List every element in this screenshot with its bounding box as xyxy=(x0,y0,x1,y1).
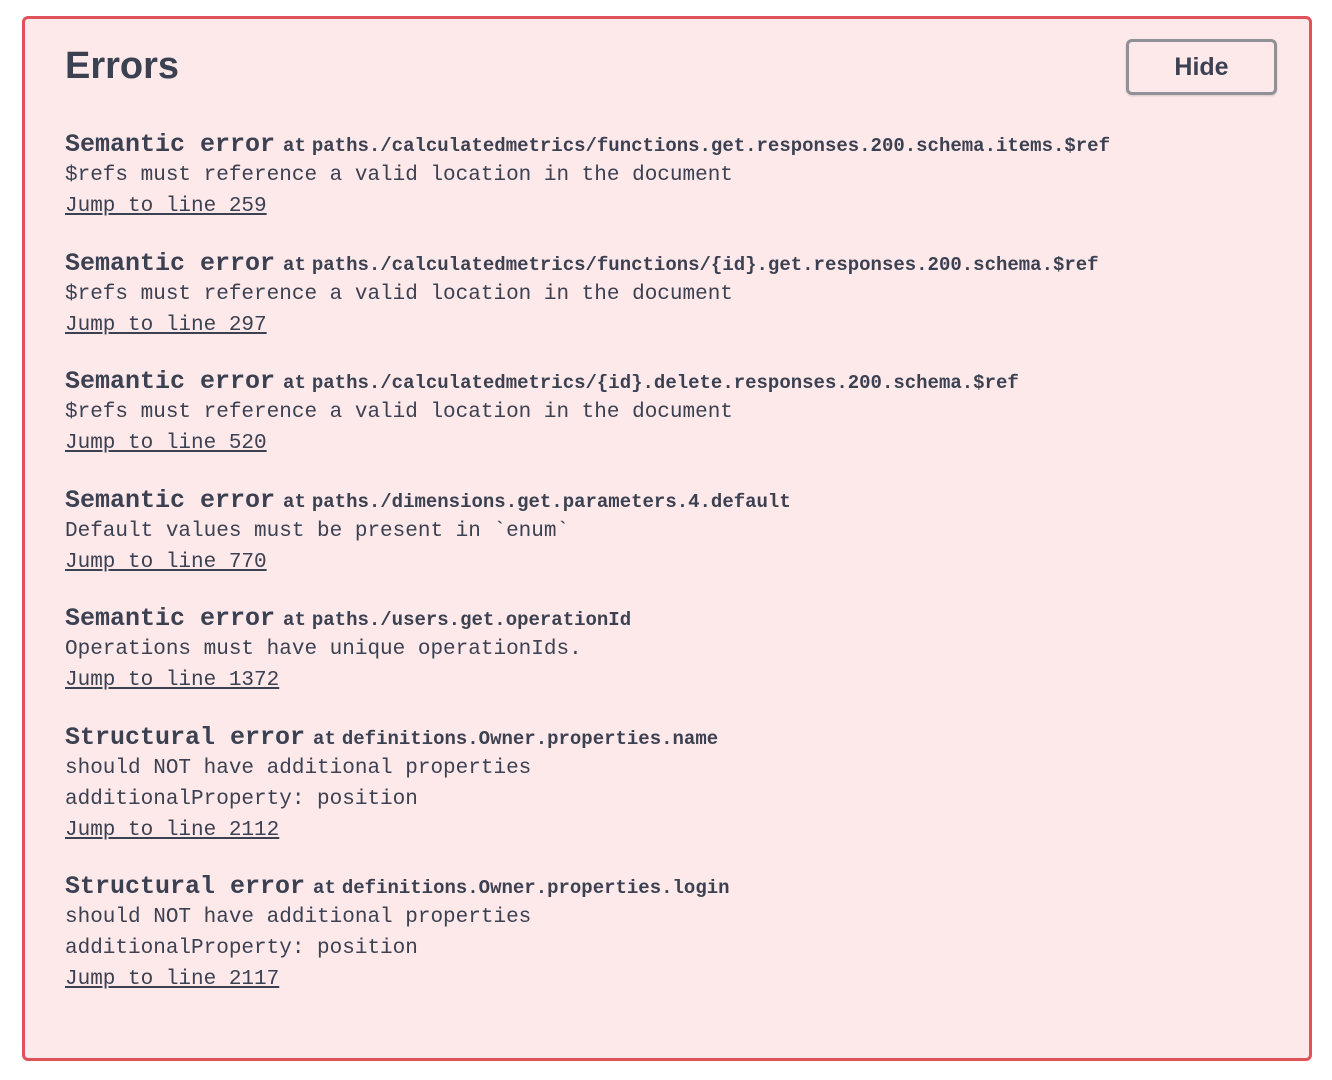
error-item xyxy=(65,871,1295,1020)
error-at-label: at xyxy=(283,490,306,513)
error-path: paths./calculatedmetrics/functions/{id}.get.responses.200.schema.$ref xyxy=(311,253,1099,276)
jump-to-line-link[interactable]: Jump to line 2112 xyxy=(65,818,280,842)
jump-to-line-link[interactable]: Jump to line 1372 xyxy=(65,669,280,692)
error-message: additionalProperty: position xyxy=(65,936,418,960)
error-type: Semantic error xyxy=(65,248,276,278)
error-at-label: at xyxy=(313,876,336,899)
error-path: paths./users.get.operationId xyxy=(311,609,632,631)
jump-to-line-link[interactable]: Jump to line 297 xyxy=(65,313,267,337)
error-message: Operations must have unique operationIds. xyxy=(65,638,582,661)
error-type: Structural error xyxy=(65,871,306,901)
jump-to-line-link[interactable]: Jump to line 2117 xyxy=(65,967,280,991)
panel-title: Errors xyxy=(65,45,180,87)
error-item xyxy=(65,248,1295,367)
error-message: should NOT have additional properties xyxy=(65,905,532,929)
error-at-label: at xyxy=(283,609,306,631)
error-at-label: at xyxy=(283,135,306,157)
error-message: $refs must reference a valid location in the document xyxy=(65,282,733,306)
error-type: Semantic error xyxy=(65,485,276,515)
error-item xyxy=(65,485,1295,604)
errors-panel xyxy=(22,16,1312,1061)
jump-to-line-link[interactable]: Jump to line 520 xyxy=(65,432,267,455)
error-message: Default values must be present in `enum` xyxy=(65,519,570,543)
error-item xyxy=(65,129,1295,248)
error-at-label: at xyxy=(283,253,306,276)
jump-to-line-link[interactable]: Jump to line 770 xyxy=(65,550,267,574)
error-item xyxy=(65,366,1295,485)
error-path: paths./calculatedmetrics/functions.get.responses.200.schema.items.$ref xyxy=(311,135,1110,157)
error-item xyxy=(65,722,1295,871)
error-path: definitions.Owner.properties.login xyxy=(341,876,730,899)
error-path: paths./calculatedmetrics/{id}.delete.responses.200.schema.$ref xyxy=(311,372,1019,394)
error-type: Structural error xyxy=(65,722,306,752)
error-list xyxy=(65,129,1295,1020)
error-message: should NOT have additional properties xyxy=(65,756,532,780)
error-type: Semantic error xyxy=(65,367,276,396)
error-message: additionalProperty: position xyxy=(65,787,418,811)
error-item xyxy=(65,603,1295,722)
error-type: Semantic error xyxy=(65,604,276,633)
error-at-label: at xyxy=(313,727,336,750)
error-at-label: at xyxy=(283,372,306,394)
hide-button[interactable]: Hide xyxy=(1126,39,1277,95)
jump-to-line-link[interactable]: Jump to line 259 xyxy=(65,195,267,218)
error-type: Semantic error xyxy=(65,130,276,159)
error-message: $refs must reference a valid location in the document xyxy=(65,401,733,424)
error-path: paths./dimensions.get.parameters.4.default xyxy=(311,490,791,513)
error-message: $refs must reference a valid location in the document xyxy=(65,164,733,187)
error-path: definitions.Owner.properties.name xyxy=(341,727,719,750)
